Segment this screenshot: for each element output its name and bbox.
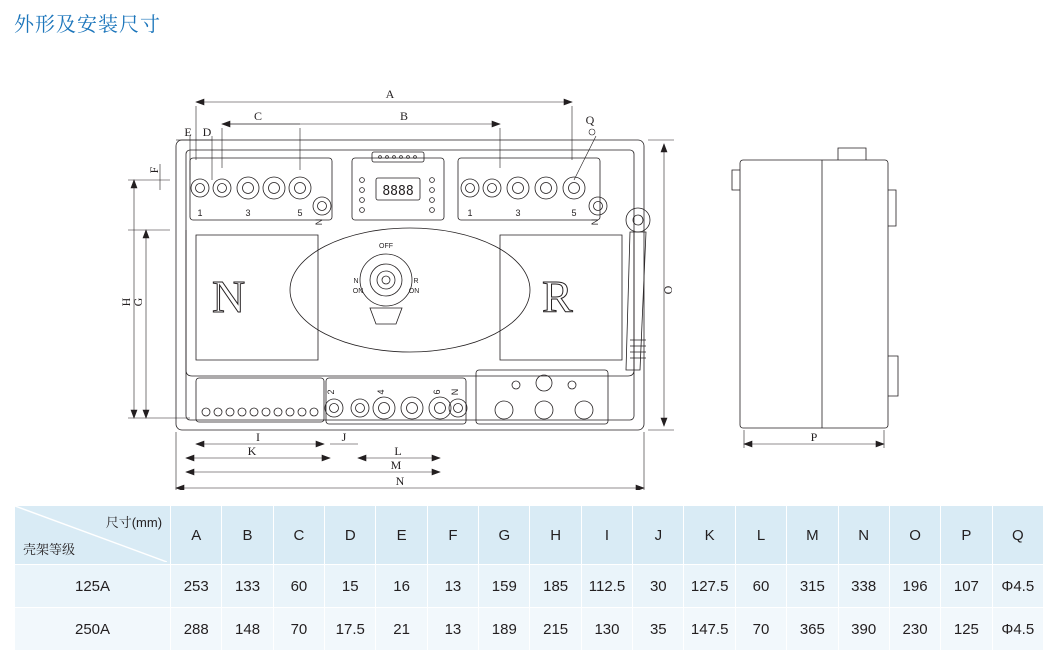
cell-250a-K: 147.5 [684,608,735,651]
col-header-E: E [376,506,427,565]
svg-text:J: J [341,430,347,444]
svg-text:D: D [202,125,212,139]
svg-text:R: R [413,278,419,285]
cell-250a-B: 148 [222,608,273,651]
col-header-F: F [427,506,478,565]
col-header-G: G [479,506,530,565]
cell-250a-A: 288 [171,608,222,651]
cell-125a-N: 338 [838,565,889,608]
row-label-125a: 125A [15,565,171,608]
cell-250a-D: 17.5 [325,608,376,651]
svg-text:N: N [314,218,324,226]
cell-250a-E: 21 [376,608,427,651]
cell-250a-G: 189 [479,608,530,651]
cell-125a-K: 127.5 [684,565,735,608]
svg-text:N: N [590,218,600,226]
cell-125a-M: 315 [787,565,838,608]
col-header-C: C [273,506,324,565]
cell-125a-C: 60 [273,565,324,608]
col-header-Q: Q [992,506,1043,565]
cell-125a-P: 107 [941,565,992,608]
dimension-drawing [0,40,1056,490]
table-corner-cell [15,506,171,565]
cell-125a-A: 253 [171,565,222,608]
svg-text:B: B [399,109,409,123]
cell-250a-O: 230 [889,608,940,651]
cell-125a-B: 133 [222,565,273,608]
cell-125a-D: 15 [325,565,376,608]
svg-text:E: E [184,125,192,139]
cell-125a-H: 185 [530,565,581,608]
svg-text:2: 2 [326,389,336,395]
svg-text:5: 5 [297,208,303,218]
cell-250a-M: 365 [787,608,838,651]
cell-250a-C: 70 [273,608,324,651]
col-header-I: I [581,506,632,565]
svg-text:1: 1 [467,208,473,218]
cell-125a-I: 112.5 [581,565,632,608]
cell-125a-L: 60 [735,565,786,608]
table-header-row [15,506,1044,565]
svg-text:3: 3 [245,208,251,218]
table-row [15,608,1044,651]
svg-text:H: H [119,297,133,307]
cell-250a-I: 130 [581,608,632,651]
cell-250a-Q: Φ4.5 [992,608,1043,651]
svg-text:1: 1 [197,208,203,218]
svg-text:N: N [450,388,460,396]
col-header-A: A [171,506,222,565]
svg-text:5: 5 [571,208,577,218]
col-header-J: J [633,506,684,565]
cell-125a-G: 159 [479,565,530,608]
cell-250a-F: 13 [427,608,478,651]
display-value: 8888 [382,184,414,199]
cell-250a-H: 215 [530,608,581,651]
svg-text:I: I [256,430,260,444]
svg-text:G: G [131,297,145,307]
svg-text:P: P [810,430,818,444]
cell-250a-J: 35 [633,608,684,651]
cell-125a-E: 16 [376,565,427,608]
svg-text:ON: ON [352,288,364,295]
svg-text:6: 6 [432,389,442,395]
svg-text:ON: ON [408,288,420,295]
table-row [15,565,1044,608]
row-label-250a: 250A [15,608,171,651]
svg-text:K: K [247,444,257,458]
svg-text:F: F [147,166,161,174]
svg-text:4: 4 [376,389,386,395]
size-unit-label: 尺寸(mm) [105,515,163,530]
col-header-K: K [684,506,735,565]
dimension-table [14,505,1044,651]
frame-class-label: 壳架等级 [23,542,76,557]
cell-125a-F: 13 [427,565,478,608]
svg-text:C: C [253,109,263,123]
page-title: 外形及安装尺寸 [14,14,161,36]
svg-text:OFF: OFF [379,243,393,250]
col-header-O: O [889,506,940,565]
cell-250a-N: 390 [838,608,889,651]
svg-text:L: L [394,444,402,458]
r-position-label: R [542,271,573,322]
svg-text:A: A [385,87,395,101]
col-header-L: L [735,506,786,565]
svg-text:M: M [390,458,402,472]
col-header-P: P [941,506,992,565]
svg-text:3: 3 [515,208,521,218]
col-header-N: N [838,506,889,565]
svg-text:N: N [353,278,359,285]
cell-125a-J: 30 [633,565,684,608]
col-header-H: H [530,506,581,565]
cell-125a-O: 196 [889,565,940,608]
col-header-D: D [325,506,376,565]
svg-text:N: N [395,474,405,488]
cell-250a-L: 70 [735,608,786,651]
col-header-M: M [787,506,838,565]
col-header-B: B [222,506,273,565]
cell-125a-Q: Φ4.5 [992,565,1043,608]
n-position-label: N [212,271,246,322]
cell-250a-P: 125 [941,608,992,651]
svg-text:O: O [661,285,675,295]
svg-text:Q: Q [585,113,595,127]
